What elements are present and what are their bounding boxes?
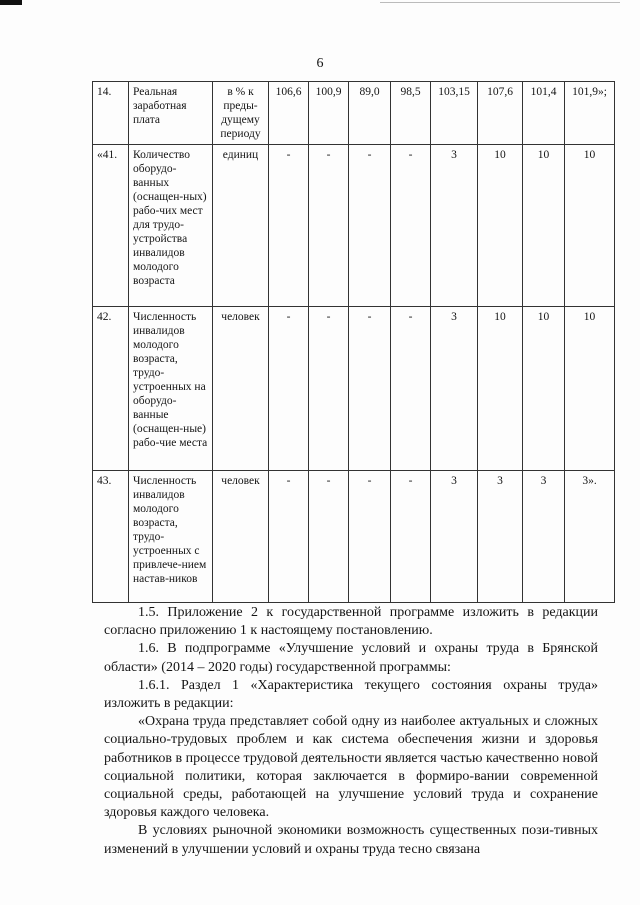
value-cell: 10	[478, 145, 523, 307]
scan-edge-line	[380, 2, 620, 3]
value-cell: 10	[523, 307, 565, 471]
unit: единиц	[213, 145, 269, 307]
page-number: 6	[316, 56, 324, 71]
value-cell: 98,5	[391, 82, 431, 145]
value-cell: 3».	[565, 471, 615, 603]
value-cell: 3	[431, 145, 478, 307]
value-cell: -	[309, 307, 349, 471]
value-cell: 101,9»;	[565, 82, 615, 145]
paragraph: 1.6. В подпрограмме «Улучшение условий и охраны труда в Брянской области» (2014 – 2020 годы) государственной программы:	[104, 641, 598, 675]
row-number: 43.	[93, 471, 129, 603]
paragraph: 1.5. Приложение 2 к государственной программе изложить в редакции согласно приложению 1 к настоящему постановлению.	[104, 605, 598, 639]
paragraph: 1.6.1. Раздел 1 «Характеристика текущего состояния охраны труда» изложить в редакции:	[104, 677, 598, 712]
indicators-table	[92, 81, 615, 603]
table-row	[93, 471, 615, 603]
unit: в % к преды-дущему периоду	[213, 82, 269, 145]
unit: человек	[213, 471, 269, 603]
value-cell: 10	[523, 145, 565, 307]
table-row	[93, 82, 615, 145]
value-cell: 107,6	[478, 82, 523, 145]
value-cell: 3	[478, 471, 523, 603]
value-cell: -	[269, 307, 309, 471]
indicator-name: Количество оборудо-ванных (оснащен-ных) рабо-чих мест для трудо-устройства инвалидов молодого возраста	[129, 145, 213, 307]
value-cell: -	[391, 145, 431, 307]
scan-edge-mark	[0, 0, 22, 5]
value-cell: -	[349, 145, 391, 307]
table-row	[93, 307, 615, 471]
table-row	[93, 145, 615, 307]
paragraph: В условиях рыночной экономики возможность существенных пози-тивных изменений в улучшении условий и охраны труда тесно связана	[104, 823, 598, 857]
value-cell: -	[309, 145, 349, 307]
row-number: 14.	[93, 82, 129, 145]
value-cell: 10	[565, 307, 615, 471]
paragraph: «Охрана труда представляет собой одну из наиболее актуальных и сложных социально-трудовых проблем и как система обеспечения жизни и здоровья работников в процессе трудовой деятельности является частью качественно новой социальной политики, которая заключается в формиро-вании современной социальной среды, работающей на улучшение условий труда и сохранение здоровья каждого человека.	[104, 714, 598, 821]
document-body	[104, 604, 598, 859]
value-cell: 101,4	[523, 82, 565, 145]
value-cell: 3	[523, 471, 565, 603]
value-cell: -	[269, 471, 309, 603]
indicator-name: Численность инвалидов молодого возраста, трудо-устроенных с привлече-нием настав-ников	[129, 471, 213, 603]
row-number: 42.	[93, 307, 129, 471]
value-cell: 106,6	[269, 82, 309, 145]
value-cell: -	[391, 471, 431, 603]
value-cell: -	[349, 307, 391, 471]
value-cell: 103,15	[431, 82, 478, 145]
unit: человек	[213, 307, 269, 471]
value-cell: -	[269, 145, 309, 307]
value-cell: 100,9	[309, 82, 349, 145]
value-cell: 3	[431, 307, 478, 471]
value-cell: 89,0	[349, 82, 391, 145]
value-cell: 3	[431, 471, 478, 603]
indicator-name: Реальная заработная плата	[129, 82, 213, 145]
value-cell: -	[391, 307, 431, 471]
row-number: «41.	[93, 145, 129, 307]
value-cell: 10	[478, 307, 523, 471]
indicator-name: Численность инвалидов молодого возраста, трудо-устроенных на оборудо-ванные (оснащен-ные) рабо-чие места	[129, 307, 213, 471]
value-cell: -	[309, 471, 349, 603]
value-cell: 10	[565, 145, 615, 307]
value-cell: -	[349, 471, 391, 603]
